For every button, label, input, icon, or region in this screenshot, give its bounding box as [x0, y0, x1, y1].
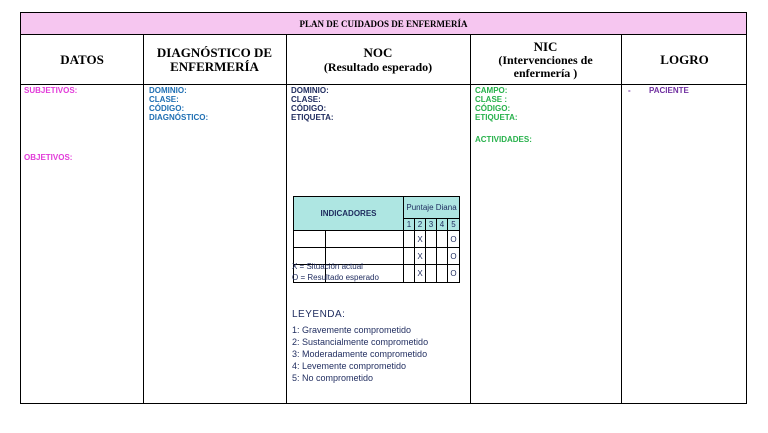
header-nic — [470, 36, 621, 84]
scale-1: 1 — [404, 219, 415, 231]
header-diagnostico — [143, 36, 286, 84]
header-noc — [286, 36, 470, 84]
column-divider — [143, 35, 144, 403]
nic-actividades-label: ACTIVIDADES: — [475, 135, 532, 144]
header-datos-label: DATOS — [60, 51, 104, 67]
legend-item: 4: Levemente comprometido — [292, 361, 407, 371]
scale-3: 3 — [426, 219, 437, 231]
scale-4: 4 — [437, 219, 448, 231]
header-divider — [21, 84, 746, 85]
note-o: O = Resultado esperado — [292, 273, 379, 282]
logro-bullet: - — [628, 86, 631, 95]
subjetivos-label: SUBJETIVOS: — [24, 86, 78, 95]
nic-fields — [475, 86, 518, 122]
header-noc-line2: (Resultado esperado) — [323, 59, 433, 74]
legend-item: 1: Gravemente comprometido — [292, 325, 412, 335]
legend-item: 3: Moderadamente comprometido — [292, 349, 428, 359]
nic-clase-label: CLASE : — [475, 95, 507, 104]
noc-fields — [291, 86, 334, 122]
noc-dominio-label: DOMINIO: — [291, 86, 329, 95]
row1-o: O — [448, 231, 460, 248]
logro-paciente-label: PACIENTE — [649, 86, 689, 95]
indicators-header: INDICADORES — [294, 197, 404, 231]
scale-5: 5 — [448, 219, 460, 231]
row1-x: X — [415, 231, 426, 248]
header-nic-line1: NIC — [533, 38, 558, 54]
noc-codigo-label: CÓDIGO: — [291, 104, 327, 113]
column-divider — [621, 35, 622, 403]
puntaje-diana-header: Puntaje Diana — [404, 197, 460, 219]
row3-o: O — [448, 265, 460, 283]
diagnostico-fields — [149, 86, 208, 122]
plan-title: PLAN DE CUIDADOS DE ENFERMERÍA — [21, 13, 746, 35]
noc-clase-label: CLASE: — [291, 95, 321, 104]
header-nic-line2: (Intervenciones de — [498, 52, 593, 67]
note-x: X = Situación actual — [292, 262, 363, 271]
header-datos — [21, 36, 143, 84]
care-plan-sheet — [20, 12, 747, 404]
column-divider — [470, 35, 471, 403]
header-diagnostico-line1: DIAGNÓSTICO DE — [156, 44, 273, 60]
legend-item: 5: No comprometido — [292, 373, 374, 383]
row2-x: X — [415, 248, 426, 265]
header-diagnostico-line2: ENFERMERÍA — [170, 59, 259, 74]
column-divider — [286, 35, 287, 403]
diag-dominio-label: DOMINIO: — [149, 86, 187, 95]
diag-codigo-label: CÓDIGO: — [149, 104, 185, 113]
header-logro-label: LOGRO — [660, 51, 709, 67]
nic-etiqueta-label: ETIQUETA: — [475, 113, 518, 122]
legend-item: 2: Sustancialmente comprometido — [292, 337, 429, 347]
legend-list — [292, 324, 428, 384]
nic-campo-label: CAMPO: — [475, 86, 508, 95]
header-logro — [621, 36, 748, 84]
legend-title: LEYENDA: — [292, 309, 346, 320]
nic-codigo-label: CÓDIGO: — [475, 104, 511, 113]
diag-clase-label: CLASE: — [149, 95, 179, 104]
header-noc-line1: NOC — [363, 45, 393, 61]
header-nic-line3: enfermería ) — [513, 66, 578, 81]
row2-o: O — [448, 248, 460, 265]
scale-2: 2 — [415, 219, 426, 231]
objetivos-label: OBJETIVOS: — [24, 153, 73, 162]
row3-x: X — [415, 265, 426, 283]
table-row — [294, 231, 460, 248]
diag-diagnostico-label: DIAGNÓSTICO: — [149, 113, 209, 122]
noc-etiqueta-label: ETIQUETA: — [291, 113, 334, 122]
